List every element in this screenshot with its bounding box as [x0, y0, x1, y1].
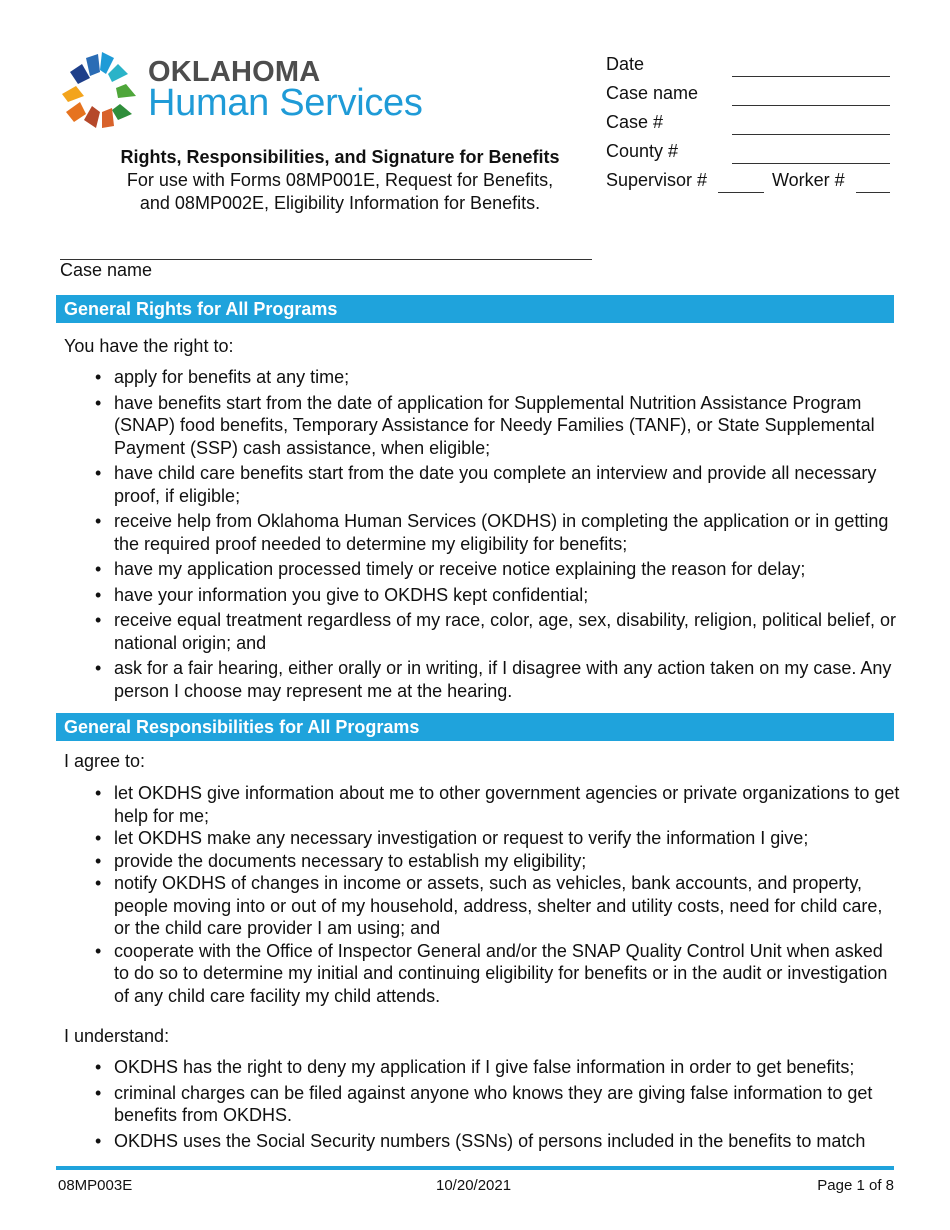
worker-label: Worker # — [772, 170, 845, 190]
list-item: • have child care benefits start from the date you complete an interview and provide all necessary proof, if eligible; — [90, 462, 900, 507]
list-item: • ask for a fair hearing, either orally or in writing, if I disagree with any action taken on my case. Any person I choose may represent me at the hearing. — [90, 657, 900, 702]
list-item: • criminal charges can be filed against anyone who knows they are giving false information to get benefits from OKDHS. — [90, 1082, 900, 1127]
list-item: • OKDHS uses the Social Security numbers (SSNs) of persons included in the benefits to match — [90, 1130, 900, 1153]
county-label: County # — [606, 141, 679, 161]
supervisor-worker-field[interactable] — [606, 170, 890, 199]
list-item: • receive help from Oklahoma Human Services (OKDHS) in completing the application or in getting the required proof needed to determine my eligibility for benefits; — [90, 510, 900, 555]
footer-page-number: Page 1 of 8 — [817, 1177, 894, 1194]
logo-oklahoma-text: OKLAHOMA — [148, 56, 321, 88]
agency-logo — [56, 50, 456, 140]
list-item: • cooperate with the Office of Inspector General and/or the SNAP Quality Control Unit when asked to do so to determine my initial and continuing eligibility for benefits or in the audit or investigation of any child care facility my child attends. — [90, 940, 900, 1008]
form-subtitle-line-2: and 08MP002E, Eligibility Information for Benefits. — [139, 193, 541, 213]
county-line[interactable] — [732, 163, 890, 164]
general-responsibilities-heading: General Responsibilities for All Programs — [56, 713, 894, 741]
footer-form-number: 08MP003E — [58, 1177, 133, 1194]
case-name-field[interactable] — [606, 83, 890, 112]
logo-human-services-text: Human Services — [148, 82, 423, 124]
general-responsibilities-list — [90, 782, 900, 1007]
case-number-line[interactable] — [732, 134, 890, 135]
list-item: • apply for benefits at any time; — [90, 366, 900, 389]
county-field[interactable] — [606, 141, 890, 170]
list-item: • provide the documents necessary to establish my eligibility; — [90, 850, 900, 873]
date-label: Date — [606, 54, 645, 74]
case-name-label: Case name — [606, 83, 699, 103]
general-rights-heading: General Rights for All Programs — [56, 295, 894, 323]
admin-fields — [606, 54, 890, 199]
list-item: • let OKDHS make any necessary investigation or request to verify the information I give; — [90, 827, 900, 850]
supervisor-label: Supervisor # — [606, 170, 708, 190]
general-responsibilities-intro: I agree to: — [64, 751, 146, 771]
list-item: • let OKDHS give information about me to other government agencies or private organizations to get help for me; — [90, 782, 900, 827]
list-item: • notify OKDHS of changes in income or assets, such as vehicles, bank accounts, and property, people moving into or out of my household, address, shelter and utility costs, need for child care, or the child care provider I am using; and — [90, 872, 900, 940]
footer-rule — [56, 1166, 894, 1170]
case-number-field[interactable] — [606, 112, 890, 141]
list-item: • have benefits start from the date of application for Supplemental Nutrition Assistance Program (SNAP) food benefits, Temporary Assistance for Needy Families (TANF), or State Supplemental Payment (SSP) cash assistance, when eligible; — [90, 392, 900, 460]
case-number-label: Case # — [606, 112, 664, 132]
general-rights-intro: You have the right to: — [64, 336, 234, 356]
understand-list — [90, 1056, 900, 1152]
form-title-block — [60, 146, 620, 215]
general-rights-list — [90, 366, 900, 702]
worker-line[interactable] — [856, 192, 890, 193]
list-item: • have my application processed timely or receive notice explaining the reason for delay; — [90, 558, 900, 581]
list-item: • receive equal treatment regardless of my race, color, age, sex, disability, religion, political belief, or national origin; and — [90, 609, 900, 654]
list-item: • have your information you give to OKDHS kept confidential; — [90, 584, 900, 607]
case-name-line[interactable] — [732, 105, 890, 106]
star-logo-icon — [56, 50, 142, 136]
footer-date: 10/20/2021 — [436, 1177, 512, 1194]
list-item: • OKDHS has the right to deny my application if I give false information in order to get benefits; — [90, 1056, 900, 1079]
form-subtitle-line-1: For use with Forms 08MP001E, Request for Benefits, — [126, 170, 554, 190]
form-title: Rights, Responsibilities, and Signature for Benefits — [120, 147, 560, 167]
supervisor-line[interactable] — [718, 192, 764, 193]
date-line[interactable] — [732, 76, 890, 77]
date-field[interactable] — [606, 54, 890, 83]
understand-intro: I understand: — [64, 1026, 170, 1046]
case-name-caption: Case name — [60, 260, 153, 280]
